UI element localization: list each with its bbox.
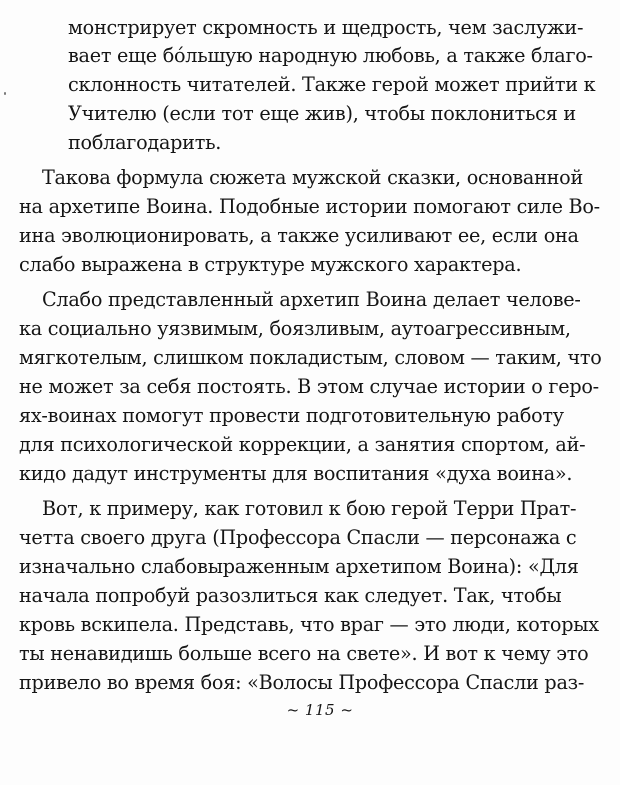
text-line: кидо дадут инструменты для воспитания «духа воина». <box>19 462 573 485</box>
text-line: привело во время боя: «Волосы Профессора Спасли раз- <box>19 671 585 694</box>
text-line: ты ненавидишь больше всего на свете». И вот к чему это <box>19 642 589 665</box>
text-line: изначально слабовыраженным архетипом Воина): «Для <box>19 555 579 578</box>
text-line: Учителю (если тот еще жив), чтобы поклониться и <box>68 102 576 125</box>
text-line: слабо выражена в структуре мужского характера. <box>19 253 522 276</box>
text-line: для психологической коррекции, а занятия спортом, ай- <box>19 433 586 456</box>
text-line: склонность читателей. Также герой может прийти к <box>68 73 596 96</box>
text-line: мягкотелым, слишком покладистым, словом — таким, что <box>19 346 602 369</box>
scan-speck <box>4 92 6 95</box>
text-line: вает еще бо́льшую народную любовь, а также благо- <box>68 44 593 67</box>
page-number-text: ~ 115 ~ <box>286 701 354 719</box>
text-line: ях-воинах помогут провести подготовительную работу <box>19 404 564 427</box>
text-line: кровь вскипела. Представь, что враг — это люди, которых <box>19 613 599 636</box>
page-number <box>0 701 620 719</box>
text-line: монстрирует скромность и щедрость, чем заслужи- <box>68 16 584 39</box>
text-line: начала попробуй разозлиться как следует. Так, чтобы <box>19 584 562 607</box>
text-line: не может за себя постоять. В этом случае истории о геро- <box>19 375 599 398</box>
text-line: четта своего друга (Профессора Спасли — персонажа с <box>19 526 577 549</box>
text-line: Вот, к примеру, как готовил к бою герой Терри Прат- <box>42 497 577 520</box>
text-line: поблагодарить. <box>68 131 222 154</box>
text-line: ка социально уязвимым, боязливым, аутоагрессивным, <box>19 317 571 340</box>
text-line: Слабо представленный архетип Воина делает челове- <box>42 288 581 311</box>
text-line: Такова формула сюжета мужской сказки, основанной <box>42 166 583 189</box>
text-line: ина эволюционировать, а также усиливают ее, если она <box>19 224 579 247</box>
text-line: на архетипе Воина. Подобные истории помогают силе Во- <box>19 195 600 218</box>
